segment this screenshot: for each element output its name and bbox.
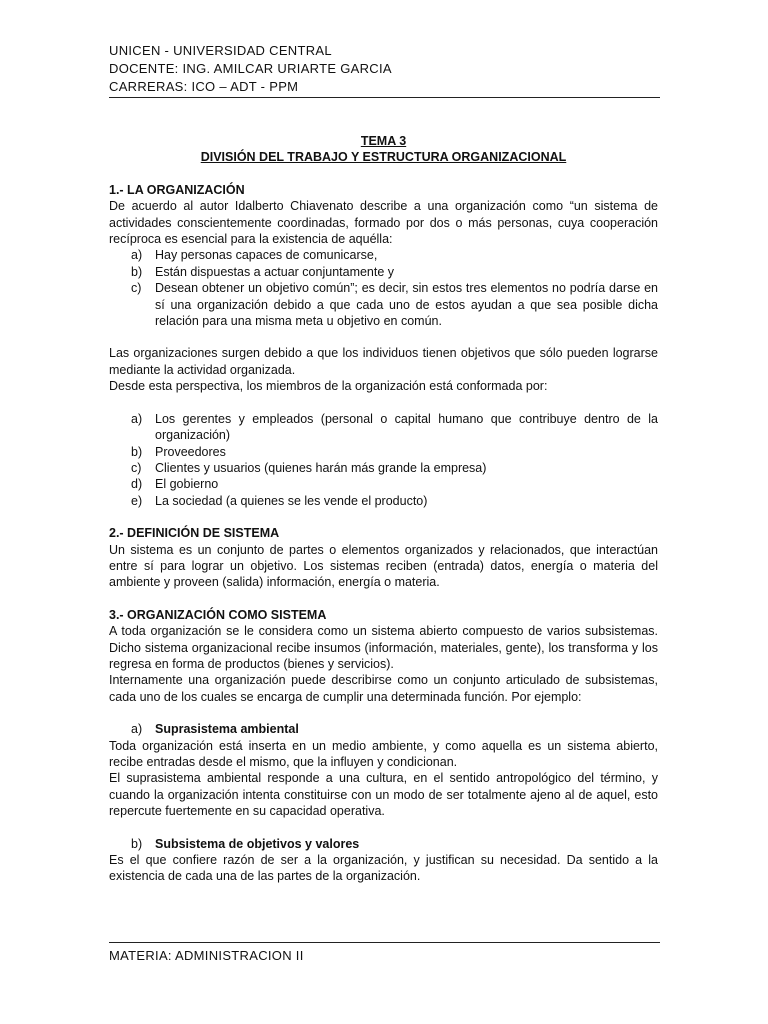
- topic-number: TEMA 3: [360, 134, 407, 148]
- list-item: [109, 476, 658, 492]
- document-header: [109, 42, 659, 96]
- list-item: [109, 460, 658, 476]
- list-item: [109, 247, 658, 263]
- subsection-a-paragraph-1: Toda organización está inserta en un medio ambiente, y como aquella es un sistema abierto, recibe entradas desde el mismo, que la influyen y condicionan.: [109, 738, 658, 769]
- subsection-b-heading: [109, 836, 658, 852]
- section-3-paragraph-1: A toda organización se le considera como un sistema abierto compuesto de varios subsistemas. Dicho sistema organizacional recibe insumos (información, materiales, gente), los transforma y los regresa en forma de productos (bienes y servicios).: [109, 624, 658, 671]
- section-2-heading: 2.- DEFINICIÓN DE SISTEMA: [109, 526, 280, 541]
- list-item: [109, 411, 658, 444]
- header-divider: [109, 97, 660, 98]
- list-item: [109, 444, 658, 460]
- list-item-label: c): [131, 281, 142, 296]
- list-item-text: El gobierno: [155, 477, 219, 492]
- list-item-label: d): [131, 477, 143, 492]
- subsection-a-label: a): [131, 722, 143, 737]
- subsection-b-label: b): [131, 836, 143, 851]
- list-item-label: a): [131, 411, 143, 426]
- section-1-intro: De acuerdo al autor Idalberto Chiavenato describe a una organización como “un sistema de actividades conscientemente coordinadas, formado por dos o más personas, cuya cooperación recíproca es esencial para la existencia de aquélla:: [109, 199, 658, 247]
- header-teacher: DOCENTE: ING. AMILCAR URIARTE GARCIA: [109, 61, 392, 76]
- list-item-label: e): [131, 493, 143, 508]
- list-item-label: b): [131, 264, 143, 279]
- section-3-heading: 3.- ORGANIZACIÓN COMO SISTEMA: [109, 607, 327, 622]
- subsection-b-title: Subsistema de objetivos y valores: [155, 836, 360, 851]
- list-item: [109, 264, 658, 280]
- section-3-paragraph-2: Internamente una organización puede describirse como un conjunto articulado de subsistemas, cada uno de los cuales se encarga de cumplir una determinada función. Por ejemplo:: [109, 673, 658, 704]
- footer-subject: MATERIA: ADMINISTRACION II: [109, 948, 304, 963]
- section-1-paragraph-3: Desde esta perspectiva, los miembros de la organización está conformada por:: [109, 379, 548, 394]
- list-item-label: b): [131, 444, 143, 459]
- list-item-text: Desean obtener un objetivo común”; es decir, sin estos tres elementos no podría darse en sí una organización debido a que cada uno de estos ayudan a que sea posible dicha relación para una misma meta u objetivo en común.: [155, 281, 658, 329]
- list-item-label: a): [131, 248, 143, 263]
- list-item-text: Clientes y usuarios (quienes harán más grande la empresa): [155, 460, 487, 475]
- list-item-text: Están dispuestas a actuar conjuntamente y: [155, 264, 395, 279]
- section-1-list: [109, 247, 658, 329]
- section-2-paragraph: Un sistema es un conjunto de partes o elementos organizados y relacionados, que interactúan entre sí para lograr un objetivo. Los sistemas reciben (entrada) datos, energía o materia del ambiente y proveen (salida) información, energía o materia.: [109, 542, 658, 590]
- section-1-members-list: [109, 411, 658, 509]
- document-body: [109, 133, 658, 885]
- section-1-paragraph-2: Las organizaciones surgen debido a que los individuos tienen objetivos que sólo pueden lograrse mediante la actividad organizada.: [109, 346, 658, 377]
- subsection-a-heading: [109, 721, 658, 737]
- section-1-heading: 1.- LA ORGANIZACIÓN: [109, 182, 245, 197]
- subsection-b-paragraph-1: Es el que confiere razón de ser a la organización, y justifican su necesidad. Da sentido a la existencia de cada una de las partes de la organización.: [109, 853, 658, 884]
- list-item: [109, 493, 658, 509]
- list-item-text: Los gerentes y empleados (personal o capital humano que contribuye dentro de la organización): [155, 411, 658, 443]
- header-careers: CARRERAS: ICO – ADT - PPM: [109, 79, 299, 94]
- list-item-label: c): [131, 460, 142, 475]
- list-item-text: Proveedores: [155, 444, 226, 459]
- subsection-a-title: Suprasistema ambiental: [155, 722, 299, 737]
- topic-title: DIVISIÓN DEL TRABAJO Y ESTRUCTURA ORGANIZACIONAL: [200, 150, 567, 165]
- footer-divider: [109, 942, 660, 943]
- list-item-text: La sociedad (a quienes se les vende el producto): [155, 493, 428, 508]
- header-university: UNICEN - UNIVERSIDAD CENTRAL: [109, 43, 332, 58]
- list-item-text: Hay personas capaces de comunicarse,: [155, 248, 378, 263]
- list-item: [109, 280, 658, 329]
- subsection-a-paragraph-2: El suprasistema ambiental responde a una cultura, en el sentido antropológico del término, y cuando la organización intenta constituirse con un modo de ser totalmente ajeno al de aquel, esto repercute fuertemente en su capacidad operativa.: [109, 771, 658, 819]
